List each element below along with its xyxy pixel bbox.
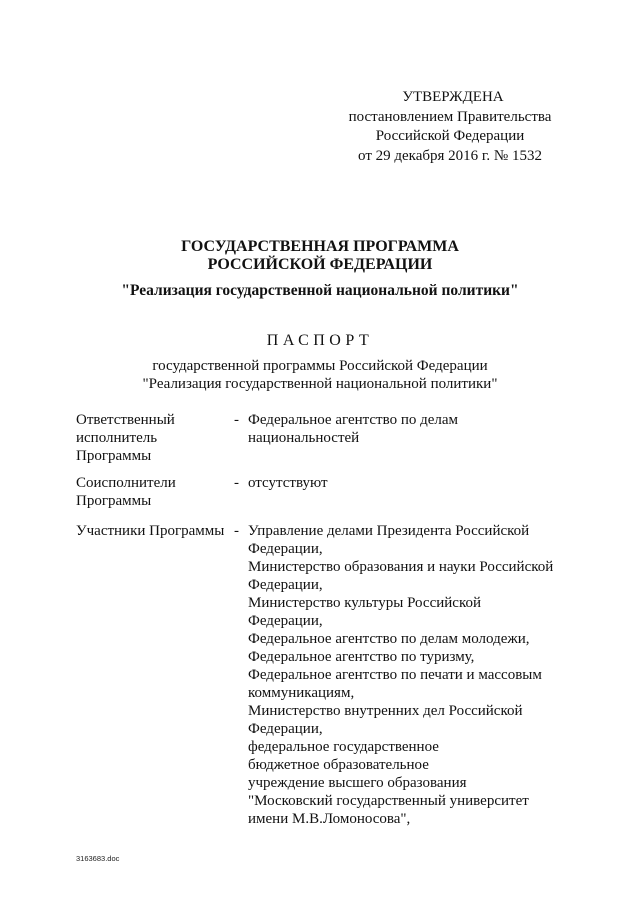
row-dash: -: [234, 523, 239, 539]
approval-line-2: Российской Федерации: [375, 128, 525, 144]
row-label-line: Участники Программы: [76, 523, 225, 539]
row-label: [76, 411, 231, 465]
program-title: [0, 238, 640, 274]
row-value-line: имени М.В.Ломоносова",: [248, 811, 411, 827]
program-name: "Реализация государственной национальной политики": [121, 282, 519, 299]
row-label-line: Программы: [76, 493, 152, 509]
row-label-line: Программы: [76, 448, 152, 464]
approval-title: УТВЕРЖДЕНА: [402, 89, 504, 105]
approval-line-3: от 29 декабря 2016 г. № 1532: [358, 147, 542, 164]
program-title-line-2: РОССИЙСКОЙ ФЕДЕРАЦИИ: [207, 256, 433, 273]
row-value-line: Федеральное агентство по печати и массовым: [248, 667, 542, 683]
row-value-line: "Московский государственный университет: [248, 793, 529, 809]
row-label: [76, 474, 231, 510]
approval-stamp: [330, 88, 570, 166]
row-value-line: Федерации,: [248, 541, 323, 557]
row-value-line: Управление делами Президента Российской: [248, 523, 530, 539]
row-value-line: коммуникациям,: [248, 685, 355, 701]
row-value: [248, 474, 578, 492]
row-value-line: Министерство культуры Российской: [248, 595, 482, 611]
document-filename: 3163683.doc: [76, 854, 120, 863]
passport-subtitle: [0, 357, 640, 393]
row-label: [76, 522, 231, 540]
row-value-line: Федеральное агентство по делам молодежи,: [248, 631, 530, 647]
row-value-line: учреждение высшего образования: [248, 775, 467, 791]
passport-subtitle-line-2: "Реализация государственной национальной политики": [142, 376, 498, 392]
row-value-line: Федерации,: [248, 721, 323, 737]
row-value-line: Федеральное агентство по делам: [248, 412, 459, 428]
row-label-line: исполнитель: [76, 430, 158, 446]
row-label-line: Ответственный: [76, 412, 175, 428]
passport-title: ПАСПОРТ: [266, 332, 374, 349]
row-value-line: Федерации,: [248, 613, 323, 629]
row-value-line: национальностей: [248, 430, 360, 446]
row-dash: -: [234, 475, 239, 491]
row-value-line: Министерство внутренних дел Российской: [248, 703, 523, 719]
row-dash: -: [234, 412, 239, 428]
program-title-line-1: ГОСУДАРСТВЕННАЯ ПРОГРАММА: [181, 238, 459, 255]
row-value: [248, 411, 578, 447]
row-value-line: Федеральное агентство по туризму,: [248, 649, 475, 665]
row-value-line: федеральное государственное: [248, 739, 439, 755]
row-value-line: бюджетное образовательное: [248, 757, 429, 773]
row-value-line: отсутствуют: [248, 475, 328, 491]
row-label-line: Соисполнители: [76, 475, 176, 491]
row-value-line: Министерство образования и науки Российской: [248, 559, 554, 575]
approval-line-1: постановлением Правительства: [348, 108, 552, 125]
passport-subtitle-line-1: государственной программы Российской Федерации: [152, 358, 488, 374]
row-value: [248, 522, 578, 828]
row-value-line: Федерации,: [248, 577, 323, 593]
